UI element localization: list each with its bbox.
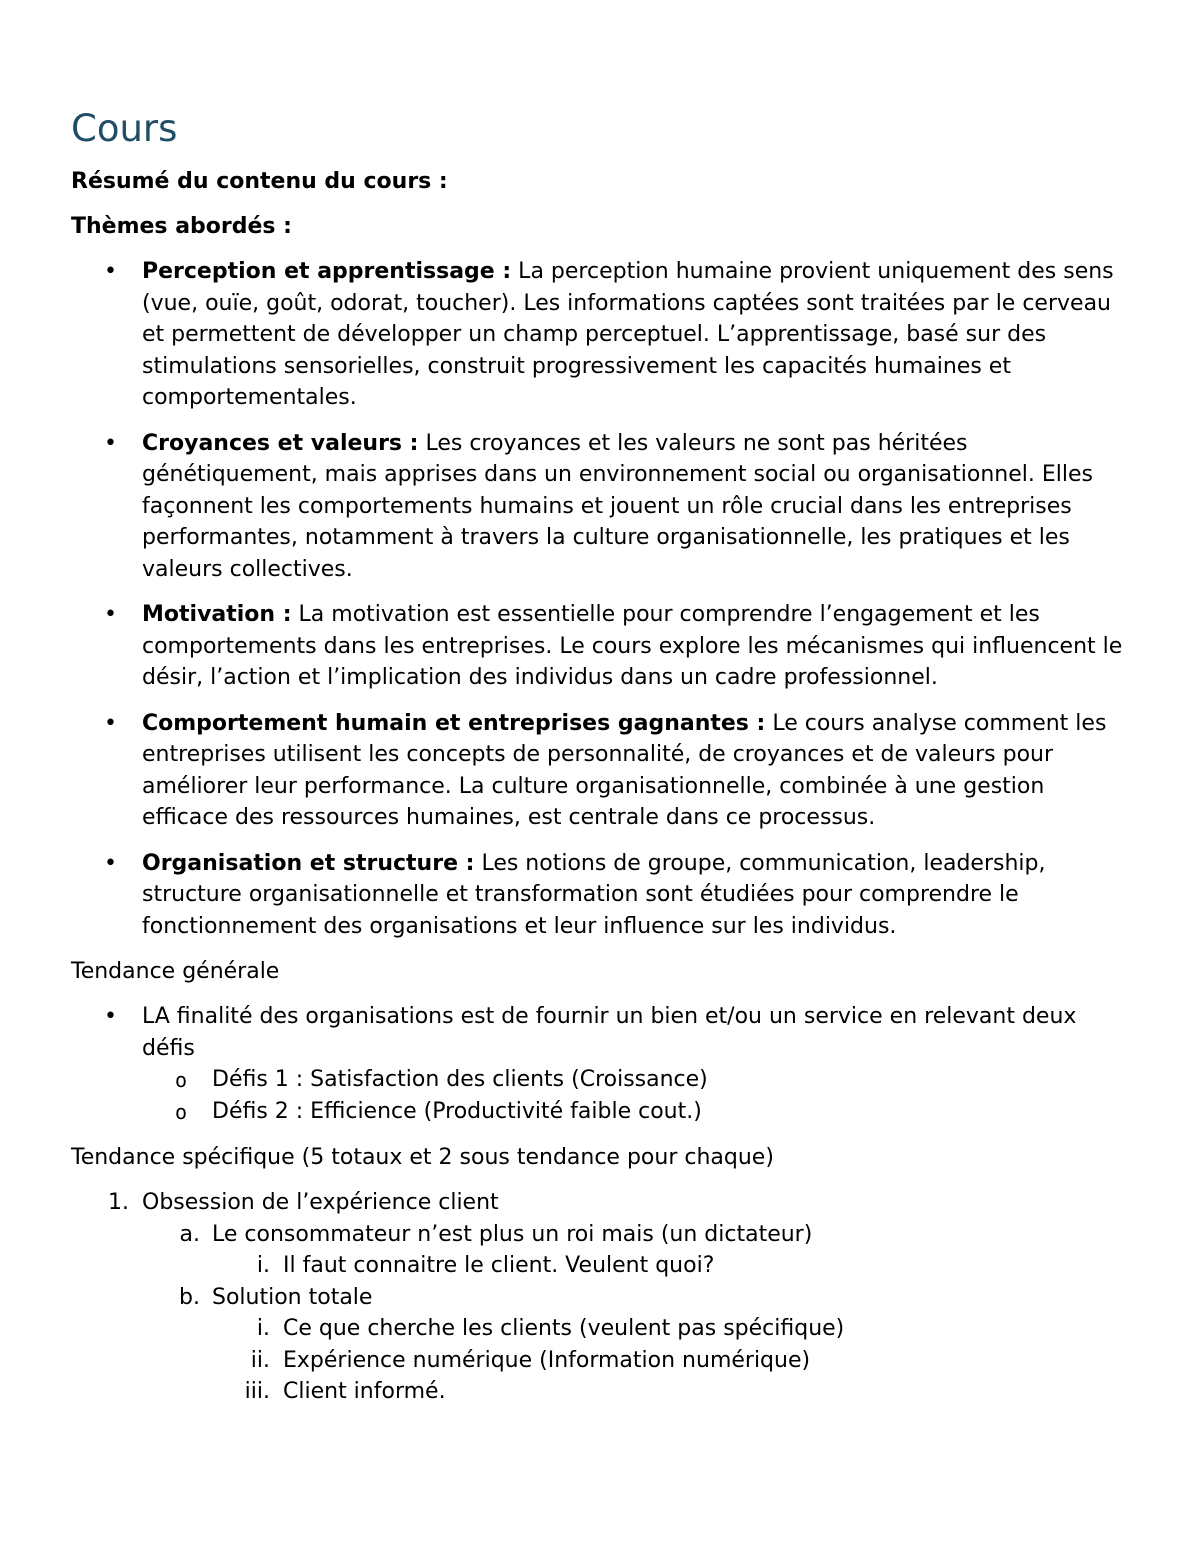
general-trend-list xyxy=(71,1001,1131,1064)
themes-heading: Thèmes abordés : xyxy=(71,214,292,239)
list-item xyxy=(71,1345,1131,1377)
specific-trend-list xyxy=(71,1187,1131,1219)
theme-text: La perception humaine provient uniquement des sens (vue, ouïe, goût, odorat, toucher). Les informations captées sont traitées par le cerveau et permettent de développer un champ perceptuel. L’apprentissage, basé sur des stimulations sensorielles, construit progressivement les capacités humaines et comportementales. xyxy=(142,259,1114,410)
list-marker: i. xyxy=(256,1316,270,1341)
list-marker: iii. xyxy=(244,1379,270,1404)
list-item-text: Expérience numérique (Information numérique) xyxy=(283,1347,811,1373)
list-item xyxy=(71,1376,1131,1408)
theme-text: Les croyances et les valeurs ne sont pas héritées génétiquement, mais apprises dans un environnement social ou organisationnel. Elles façonnent les comportements humains et jouent un rôle crucial dans les entreprises performantes, notamment à travers la culture organisationnelle, les pratiques et les valeurs collectives. xyxy=(142,430,1094,582)
general-trend-sublist xyxy=(71,1064,1131,1128)
list-marker: i. xyxy=(256,1253,270,1278)
document-page xyxy=(71,106,1131,1408)
theme-label: Croyances et valeurs : xyxy=(142,430,419,456)
theme-text: La motivation est essentielle pour comprendre l’engagement et les comportements dans les entreprises. Le cours explore les mécanismes qui influencent le désir, l’action et l’implication des individus dans un cadre professionnel. xyxy=(142,602,1123,690)
list-marker: ii. xyxy=(250,1347,270,1373)
list-marker: 1. xyxy=(108,1190,129,1215)
theme-text: Les notions de groupe, communication, leadership, structure organisationnelle et transformation sont étudiées pour comprendre le fonctionnement des organisations et leur influence sur les individus. xyxy=(142,850,1046,939)
list-item-text: Le consommateur n’est plus un roi mais (un dictateur) xyxy=(212,1221,813,1247)
list-item xyxy=(71,1250,1131,1282)
general-trend-heading: Tendance générale xyxy=(71,959,280,984)
specific-trend-heading: Tendance spécifique (5 totaux et 2 sous tendance pour chaque) xyxy=(71,1145,774,1170)
list-item xyxy=(71,848,1131,943)
list-item-text: Il faut connaitre le client. Veulent quoi? xyxy=(283,1253,715,1278)
list-item-text: Obsession de l’expérience client xyxy=(142,1190,499,1215)
list-item xyxy=(71,1282,1131,1314)
list-item xyxy=(71,708,1131,834)
list-item: o Défis 2 : Efficience (Productivité faible cout.) xyxy=(71,1096,1131,1128)
list-item-text: Client informé. xyxy=(283,1379,446,1404)
list-item xyxy=(71,1187,1131,1219)
theme-text: Le cours analyse comment les entreprises utilisent les concepts de personnalité, de croyances et de valeurs pour améliorer leur performance. La culture organisationnelle, combinée à une gestion efficace des ressources humaines, est centrale dans ce processus. xyxy=(142,710,1107,830)
list-marker: b. xyxy=(179,1284,200,1310)
list-item xyxy=(71,428,1131,586)
page-title: Cours xyxy=(71,107,178,150)
list-item-text: Ce que cherche les clients (veulent pas spécifique) xyxy=(283,1316,845,1341)
list-item xyxy=(71,1001,1131,1064)
list-marker: a. xyxy=(179,1221,200,1247)
list-item xyxy=(71,1219,1131,1251)
list-item xyxy=(71,256,1131,414)
general-trend-item: LA finalité des organisations est de fournir un bien et/ou un service en relevant deux défis xyxy=(142,1004,1077,1061)
list-item xyxy=(71,599,1131,694)
themes-list xyxy=(71,256,1131,942)
theme-label: Organisation et structure : xyxy=(142,850,475,876)
list-item-text: Solution totale xyxy=(212,1284,373,1310)
theme-label: Motivation : xyxy=(142,602,292,627)
summary-heading: Résumé du contenu du cours : xyxy=(71,169,448,194)
list-item xyxy=(71,1313,1131,1345)
theme-label: Comportement humain et entreprises gagnantes : xyxy=(142,710,766,736)
list-item: o Défis 1 : Satisfaction des clients (Croissance) xyxy=(71,1064,1131,1096)
theme-label: Perception et apprentissage : xyxy=(142,259,512,284)
